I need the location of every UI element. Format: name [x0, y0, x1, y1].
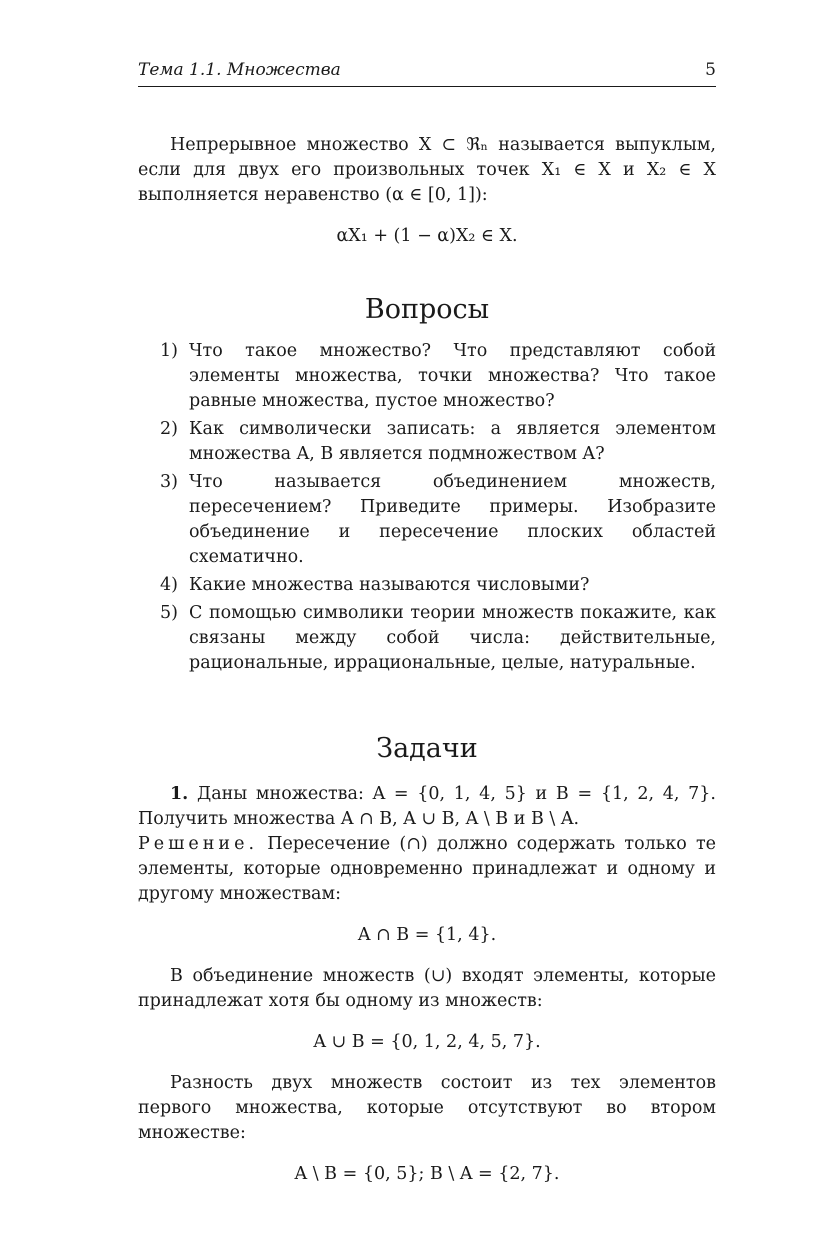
- running-head: [138, 58, 716, 87]
- list-item-number: 4): [160, 575, 178, 595]
- union-formula: A ∪ B = {0, 1, 2, 4, 5, 7}.: [313, 1032, 541, 1052]
- list-item: [160, 339, 716, 414]
- union-explanation: В объединение множеств (∪) входят элементы, которые принадлежат хотя бы одному из множеств:: [138, 966, 716, 1011]
- convex-formula: αX₁ + (1 − α)X₂ ∈ X.: [336, 226, 518, 246]
- list-item-number: 1): [160, 341, 178, 361]
- list-item-text: Какие множества называются числовыми?: [189, 575, 590, 595]
- list-item-number: 5): [160, 603, 178, 623]
- list-item: [160, 470, 716, 570]
- list-item-text: Что называется объединением множеств, пересечением? Приведите примеры. Изобразите объединение и пересечение плоских областей схематично.: [189, 472, 716, 567]
- task-number: 1.: [170, 784, 189, 804]
- questions-heading: Вопросы: [364, 294, 490, 325]
- list-item-number: 3): [160, 472, 178, 492]
- page: [138, 58, 716, 1203]
- tasks-heading: Задачи: [376, 733, 478, 764]
- difference-explanation: Разность двух множеств состоит из тех элементов первого множества, которые отсутствуют во втором множестве:: [138, 1073, 716, 1143]
- list-item-text: Как символически записать: a является элементом множества A, B является подмножеством A?: [189, 419, 716, 464]
- list-item: [160, 601, 716, 676]
- list-item-number: 2): [160, 419, 178, 439]
- convex-set-definition: Непрерывное множество X ⊂ ℜₙ называется выпуклым, если для двух его произвольных точек X₁ ∈ X и X₂ ∈ X выполняется неравенство (α ∈ [0, 1]):: [138, 135, 716, 205]
- difference-formula: A \ B = {0, 5}; B \ A = {2, 7}.: [294, 1164, 560, 1184]
- intersection-formula: A ∩ B = {1, 4}.: [357, 925, 497, 945]
- questions-list: [138, 339, 716, 676]
- solution: [138, 832, 716, 907]
- running-head-title: Тема 1.1. Множества: [138, 60, 341, 80]
- list-item-text: Что такое множество? Что представляют собой элементы множества, точки множества? Что такое равные множества, пустое множество?: [189, 341, 716, 411]
- page-number: 5: [705, 60, 716, 80]
- solution-text: Пересечение (∩) должно содержать только те элементы, которые одновременно принадлежат и одному и другому множествам:: [138, 834, 716, 904]
- task-1: [138, 782, 716, 832]
- solution-label: Решение.: [138, 834, 259, 854]
- list-item: [160, 573, 716, 598]
- list-item: [160, 417, 716, 467]
- list-item-text: С помощью символики теории множеств покажите, как связаны между собой числа: действительные, рациональные, иррациональные, целые, натуральные.: [189, 603, 716, 673]
- task-text: Даны множества: A = {0, 1, 4, 5} и B = {1, 2, 4, 7}. Получить множества A ∩ B, A ∪ B, A \ B и B \ A.: [138, 784, 716, 829]
